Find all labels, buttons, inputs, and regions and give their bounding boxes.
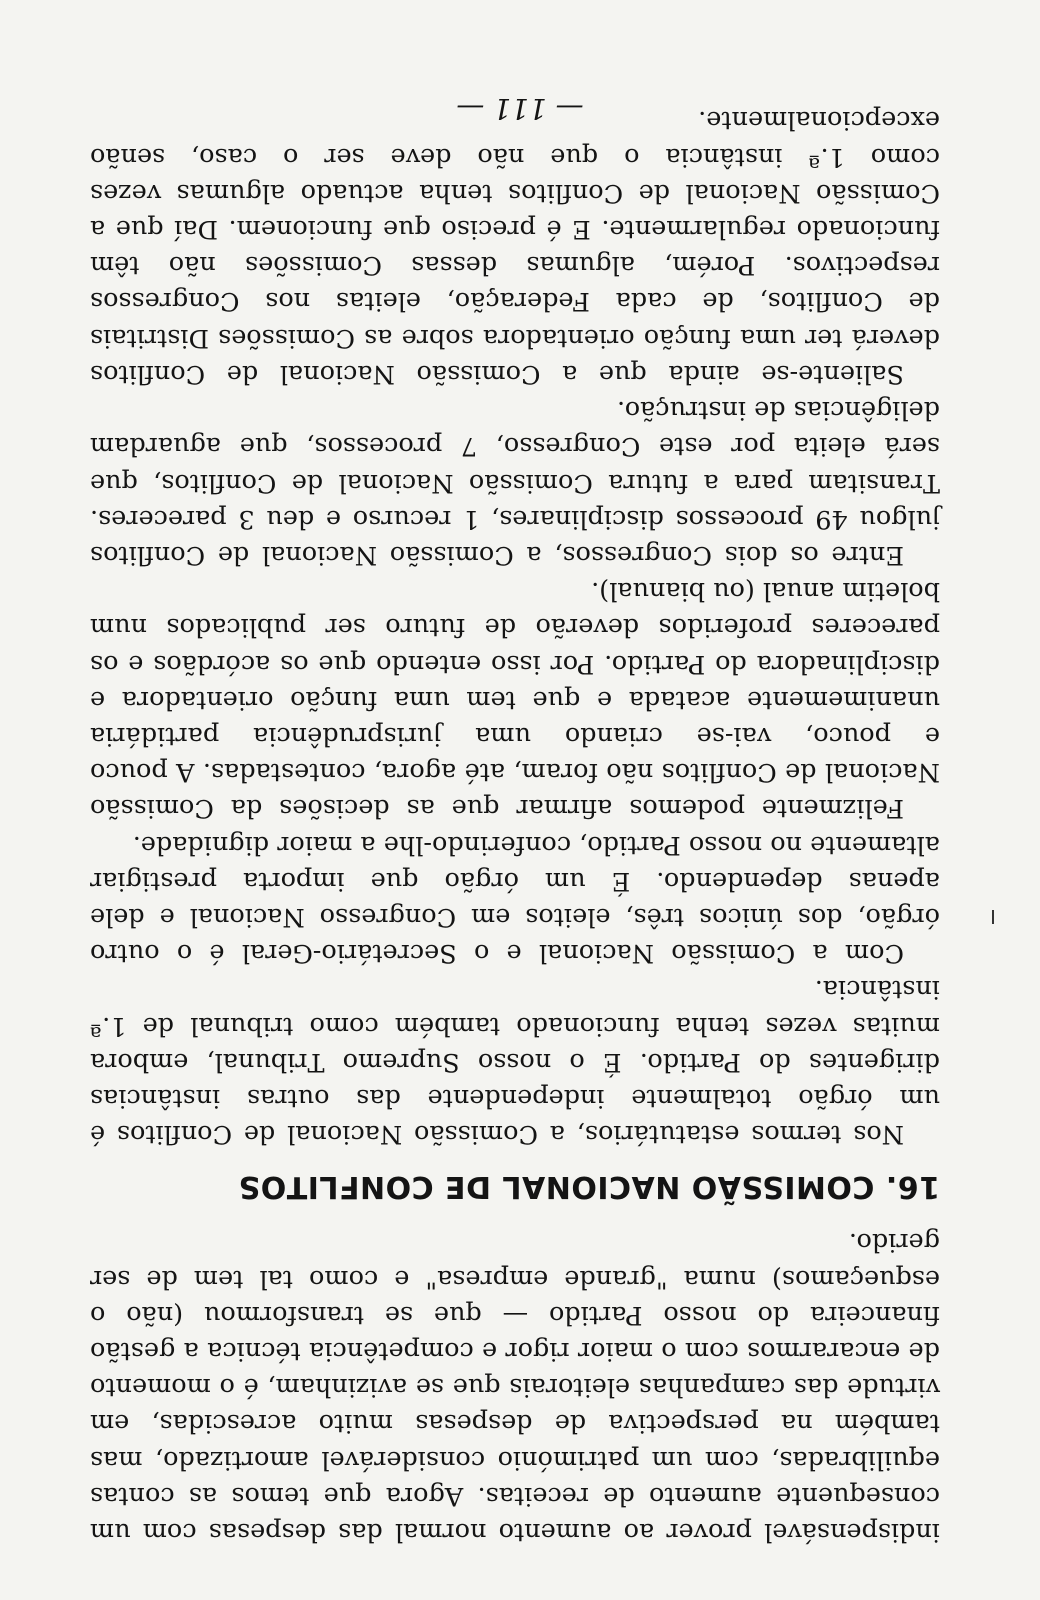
paragraph-district-commissions: Saliente-se ainda que a Comissão Nacional de Conflitos deverá ter uma função orientadora sobre as Comissões Distritais de Conflitos, de cada Federação, eleitas nos Congressos respectivos. Porém, algumas dessas Comissões não têm funcionado regularmente. E é preciso que funcionem. Daí que a Comissão Nacional de Conflitos tenha actuado algumas vezes como 1.ª instância o que não deve ser o caso, senão excepcionalmente. bbox=[90, 105, 940, 389]
paragraph-statutes: Nos termos estatutários, a Comissão Nacional de Conflitos é um órgão totalmente independente das outras instâncias dirigentes do Partido. É o nosso Supremo Tribunal, embora muitas vezes tenha funcionado também como tribunal de 1.ª instância. bbox=[90, 974, 940, 1150]
stray-mark bbox=[992, 910, 994, 924]
page-body bbox=[90, 102, 940, 1550]
paragraph-elected-organ: Com a Comissão Nacional e o Secretário-Geral é o outro órgão, dos únicos três, eleitos em Congresso Nacional e dele apenas dependendo. É um órgão que importa prestigiar altamente no nosso Partido, conferindo-lhe a maior dignidade. bbox=[90, 829, 940, 969]
section-heading: 16. COMISSÃO NACIONAL DE CONFLITOS bbox=[238, 1169, 940, 1205]
intro-paragraph: indispensável prover ao aumento normal das despesas com um consequente aumento de receitas. Agora que temos as contas equilibradas, com um património considerável amortizado, mas também na perspectiva de despesas muito acrescidas, em virtude das campanhas eleitorais que se avizinham, é o momento de encararmos com o maior rigor e competência técnica a gestão financeira do nosso Partido — que se transformou (não o esqueçamos) numa "grande empresa" e como tal tem de ser gerido. bbox=[90, 1227, 940, 1547]
paragraph-decisions: Felizmente podemos afirmar que as decisões da Comissão Nacional de Conflitos não foram, até agora, contestadas. A pouco e pouco, vai-se criando uma jurisprudência partidária unanimemente acatada e que tem uma função orientadora e disciplinadora do Partido. Por isso entendo que os acórdãos e os pareceres proferidos deverão de futuro ser publicados num boletim anual (ou bianual). bbox=[90, 576, 940, 824]
page-number: — 111 — bbox=[456, 92, 584, 125]
paragraph-processes: Entre os dois Congressos, a Comissão Nacional de Conflitos julgou 49 processos disciplinares, 1 recurso e deu 3 pareceres. Transitam para a futura Comissão Nacional de Conflitos, que será eleita por este Congresso, 7 processos, que aguardam deligências de instrução. bbox=[90, 395, 940, 570]
